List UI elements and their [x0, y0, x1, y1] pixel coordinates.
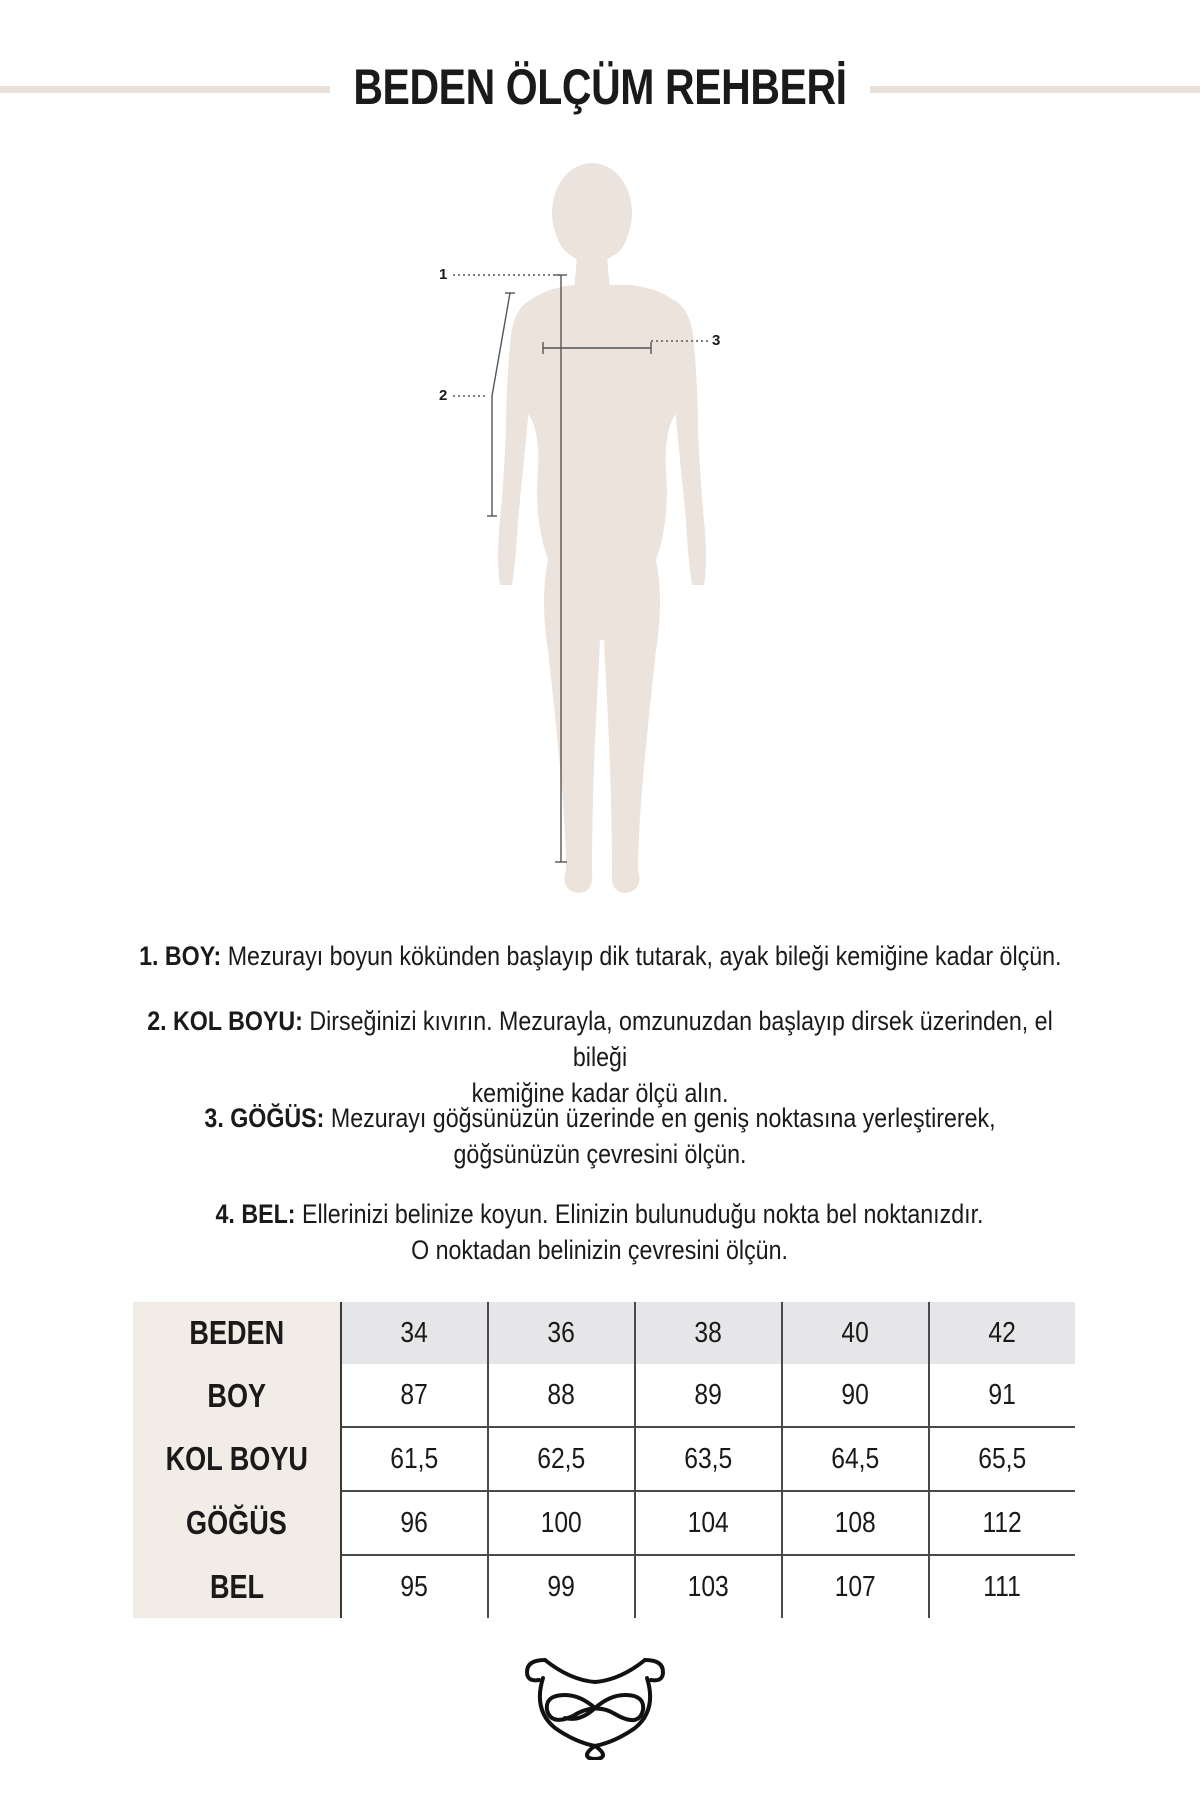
table-cell: 107 [782, 1555, 929, 1618]
body-silhouette [498, 163, 706, 893]
table-row [133, 1491, 1075, 1555]
instruction-text: göğsünüzün çevresini ölçün. [453, 1139, 747, 1169]
table-row [133, 1555, 1075, 1618]
table-cell: 38 [635, 1302, 782, 1364]
table-cell: 99 [488, 1555, 635, 1618]
instruction-text: O noktadan belinizin çevresini ölçün. [411, 1235, 789, 1265]
table-cell: 111 [929, 1555, 1075, 1618]
table-cell: 100 [488, 1491, 635, 1555]
table-cell: 90 [782, 1364, 929, 1427]
body-silhouette-figure [420, 160, 780, 910]
table-cell: 95 [400, 1570, 429, 1603]
marker-1: 1 [439, 266, 448, 283]
instruction-bel [60, 1196, 1140, 1268]
ornamental-knot-logo-icon [515, 1650, 675, 1760]
instruction-text: kemiğine kadar ölçü alın. [471, 1078, 729, 1108]
table-cell: 61,5 [341, 1427, 488, 1491]
table-cell: 112 [929, 1491, 1075, 1555]
table-cell: 63,5 [635, 1427, 782, 1491]
instruction-gogus [60, 1100, 1140, 1172]
marker-3: 3 [712, 332, 721, 349]
row-header: KOL BOYU [133, 1427, 341, 1491]
marker-2: 2 [439, 387, 448, 404]
instruction-kol-boyu [60, 1003, 1140, 1111]
row-header: BOY [133, 1364, 341, 1427]
instruction-label: 3. GÖĞÜS: [204, 1103, 325, 1133]
instruction-text: Ellerinizi belinize koyun. Elinizin bulunuduğu nokta bel noktanızdır. [302, 1199, 985, 1229]
table-row [133, 1364, 1075, 1427]
size-table [133, 1302, 1075, 1618]
table-cell: 40 [782, 1302, 929, 1364]
table-cell: 65,5 [929, 1427, 1075, 1491]
table-cell: 91 [929, 1364, 1075, 1427]
table-row [133, 1302, 1075, 1364]
table-cell: 87 [341, 1364, 488, 1427]
page-title: BEDEN ÖLÇÜM REHBERİ [353, 59, 847, 115]
table-cell: 64,5 [782, 1427, 929, 1491]
instruction-text: Mezurayı boyun kökünden başlayıp dik tutarak, ayak bileği kemiğine kadar ölçün. [227, 941, 1062, 971]
table-cell: 36 [488, 1302, 635, 1364]
table-cell: 42 [929, 1302, 1075, 1364]
instruction-text: Dirseğinizi kıvırın. Mezurayla, omzunuzdan başlayıp dirsek üzerinden, el bileği [309, 1006, 1053, 1072]
table-cell: 62,5 [488, 1427, 635, 1491]
instruction-boy [60, 938, 1140, 974]
row-header: GÖĞÜS [133, 1491, 341, 1555]
table-cell: 88 [488, 1364, 635, 1427]
table-row [133, 1427, 1075, 1491]
instruction-label: 2. KOL BOYU: [147, 1006, 303, 1036]
instruction-text: Mezurayı göğsünüzün üzerinde en geniş noktasına yerleştirerek, [330, 1103, 996, 1133]
row-header: BEL [133, 1555, 341, 1618]
instruction-label: 4. BEL: [215, 1199, 296, 1229]
table-cell: 34 [341, 1302, 488, 1364]
instruction-label: 1. BOY: [138, 941, 221, 971]
table-cell: 108 [782, 1491, 929, 1555]
table-cell: 103 [635, 1555, 782, 1618]
row-header: BEDEN [133, 1302, 341, 1364]
table-cell: 96 [341, 1491, 488, 1555]
table-cell: 104 [635, 1491, 782, 1555]
table-cell: 89 [635, 1364, 782, 1427]
